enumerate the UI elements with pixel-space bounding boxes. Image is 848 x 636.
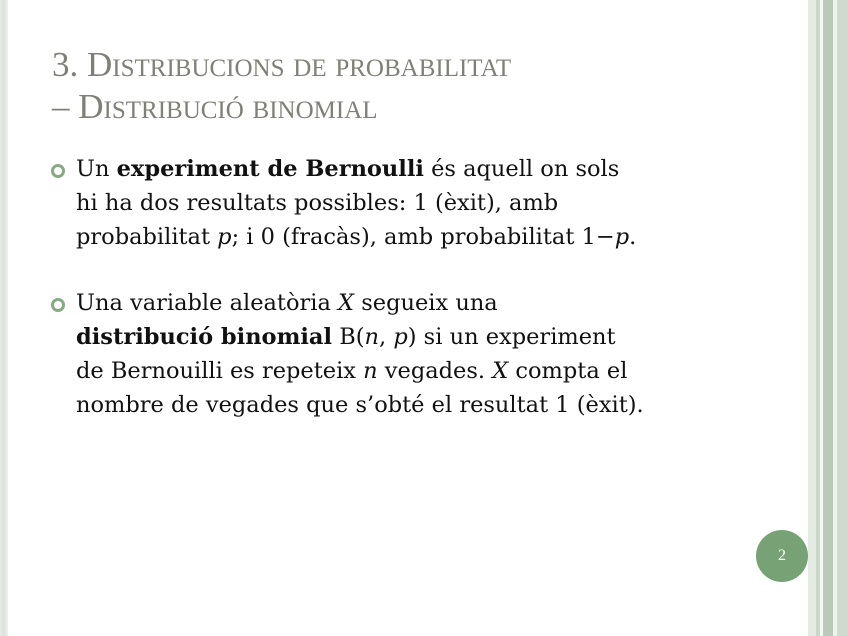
- slide-title: [52, 44, 752, 128]
- text-run: hi ha dos resultats possibles: 1 (èxit), amb: [76, 190, 559, 216]
- math-variable: X: [338, 290, 355, 316]
- border-stripe: [823, 0, 833, 636]
- text-run: ) si un experiment: [407, 324, 616, 350]
- math-variable: p: [217, 224, 232, 250]
- math-variable: p: [393, 324, 408, 350]
- text-run: nombre de vegades que s’obté el resultat 1 (èxit).: [76, 392, 644, 418]
- page-number-badge: 2: [756, 530, 808, 582]
- bullet-ring-icon: [51, 164, 65, 178]
- text-run: Una variable aleatòria: [76, 290, 339, 316]
- bullet-ring-icon: [51, 298, 65, 312]
- text-run: de Bernouilli es repeteix: [76, 358, 364, 384]
- text-run: ; i 0 (fracàs), amb probabilitat 1−: [231, 224, 615, 250]
- bullet-line: [76, 152, 750, 186]
- bullet-line: [76, 220, 750, 254]
- bullet-item-bernoulli: [50, 152, 750, 254]
- math-variable: p: [614, 224, 630, 250]
- math-variable: n: [364, 324, 380, 350]
- text-run: segueix una: [354, 290, 498, 316]
- text-run: compta el: [508, 358, 628, 384]
- text-run: és aquell on sols: [423, 156, 620, 182]
- title-line-2: – Distribució binomial: [52, 87, 378, 126]
- text-run: .: [629, 224, 637, 250]
- math-variable: X: [492, 358, 509, 384]
- left-border-decoration: [0, 0, 8, 636]
- text-run: B(: [332, 324, 365, 350]
- right-border-decoration: [808, 0, 848, 636]
- bullet-line: [76, 286, 750, 320]
- border-stripe: [837, 0, 848, 636]
- bullet-line: [76, 388, 750, 422]
- border-stripe: [808, 0, 816, 636]
- bullet-list: [50, 152, 750, 422]
- bullet-line: [76, 186, 750, 220]
- text-run: vegades.: [377, 358, 493, 384]
- text-run: probabilitat: [76, 224, 218, 250]
- text-run: ,: [379, 324, 394, 350]
- bold-term: distribució binomial: [76, 324, 333, 350]
- bullet-line: [76, 354, 750, 388]
- text-run: Un: [76, 156, 117, 182]
- bullet-line: [76, 320, 750, 354]
- math-variable: n: [363, 358, 378, 384]
- title-line-1: 3. Distribucions de probabilitat: [52, 45, 512, 84]
- bold-term: experiment de Bernoulli: [116, 156, 424, 182]
- bullet-item-binomial: [50, 286, 750, 422]
